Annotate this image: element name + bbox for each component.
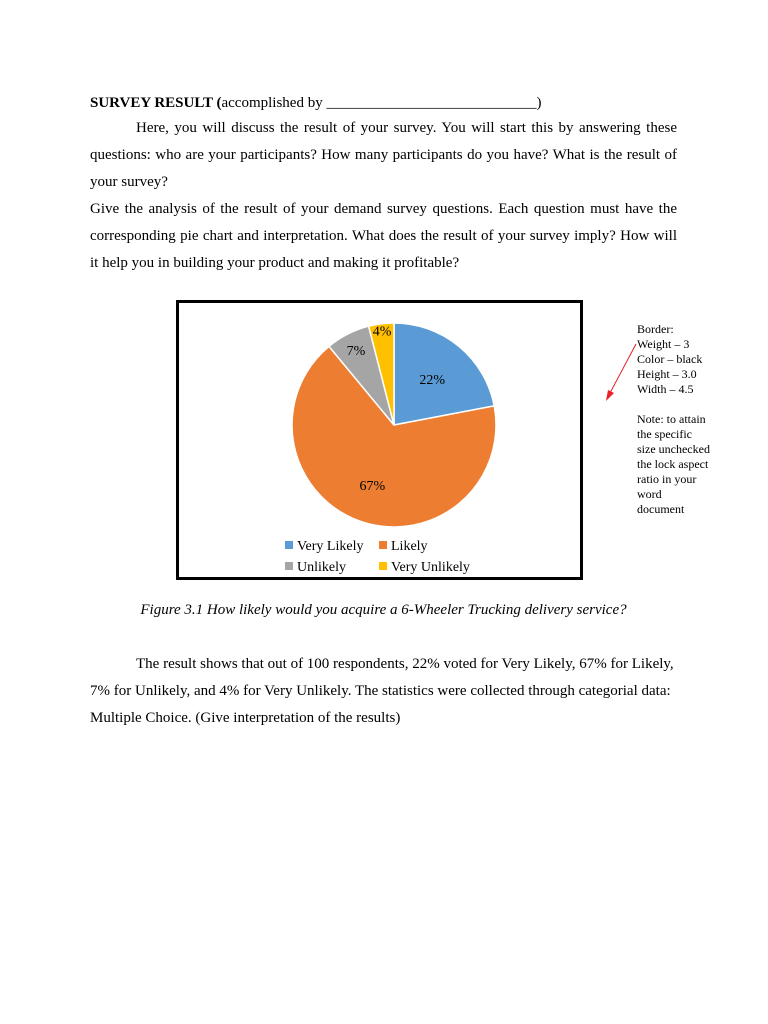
result-paragraph: The result shows that out of 100 respondents, 22% voted for Very Likely, 67% for Likely, 7% for Unlikely, and 4% for Very Unlikely. The statistics were collected through categorial data: Multiple Choice. (Give interpretation of the results) [90,656,674,726]
legend-label: Very Likely [297,539,364,554]
legend-label: Likely [391,539,428,554]
note-line: size unchecked [637,442,710,456]
pie-data-label: 7% [346,344,366,360]
note-line: ratio in your [637,472,697,486]
note-line: Border: [637,322,674,336]
border-note [637,322,747,517]
note-line: document [637,502,685,516]
note-line: the specific [637,427,692,441]
pie-chart-frame [176,300,583,580]
pie-data-label: 67% [359,479,386,495]
figure-caption: Figure 3.1 How likely would you acquire a 6-Wheeler Trucking delivery service? [140,602,627,618]
intro-paragraph: Here, you will discuss the result of your survey. You will start this by answering these questions: who are your participants? How many participants do you have? What is the result of your survey? [90,120,677,190]
legend-swatch [285,541,293,549]
note-line: Height – 3.0 [637,367,697,381]
pie-chart [179,303,580,577]
section-heading [90,93,680,113]
pie-data-label: 22% [419,372,446,388]
pie-data-label: 4% [372,324,392,340]
legend-label: Unlikely [297,560,346,575]
note-line: Weight – 3 [637,337,690,351]
legend-swatch [379,562,387,570]
note-line: the lock aspect [637,457,709,471]
red-arrow-icon [600,340,640,405]
analysis-paragraph: Give the analysis of the result of your demand survey questions. Each question must have the corresponding pie chart and interpretation. What does the result of your survey imply? How will it help you in building your product and making it profitable? [90,201,677,271]
note-line: Width – 4.5 [637,382,694,396]
note-line: Note: to attain [637,412,706,426]
note-line: Color – black [637,352,703,366]
heading-accomplished-by: accomplished by ____________________________) [221,95,542,111]
heading-title: SURVEY RESULT ( [90,95,222,111]
note-line: word [637,487,662,501]
legend-label: Very Unlikely [391,560,470,575]
legend-swatch [285,562,293,570]
legend-swatch [379,541,387,549]
